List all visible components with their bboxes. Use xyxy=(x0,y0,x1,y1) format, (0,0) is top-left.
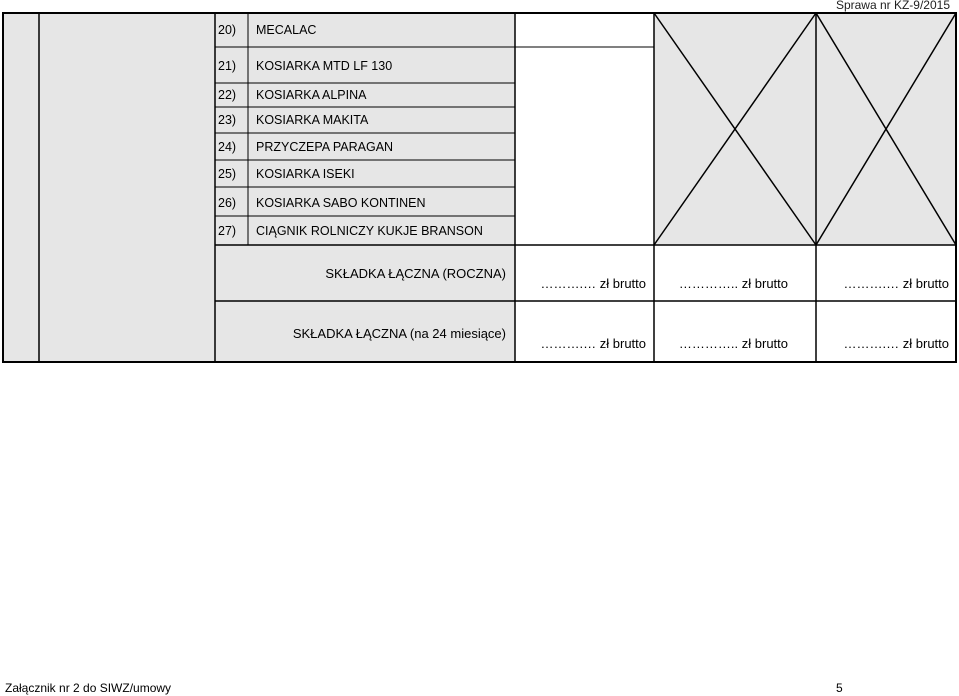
total-24-months-label: SKŁADKA ŁĄCZNA (na 24 miesiące) xyxy=(292,326,506,341)
24-month-price-field: ……….… zł brutto xyxy=(843,336,949,351)
24-month-price-field: ………….. zł brutto xyxy=(678,336,788,351)
page-number: 5 xyxy=(836,681,843,695)
row-item-name: MECALAC xyxy=(256,23,317,37)
row-item-name: KOSIARKA ALPINA xyxy=(256,88,367,102)
price-column-1-blank xyxy=(515,13,654,245)
annual-total-label: SKŁADKA ŁĄCZNA (ROCZNA) xyxy=(325,266,506,281)
row-item-name: KOSIARKA MAKITA xyxy=(256,113,369,127)
row-number: 23) xyxy=(218,113,237,127)
annual-price-field: ……….… zł brutto xyxy=(843,276,949,291)
row-number: 21) xyxy=(218,59,237,73)
annual-price-field: ……….… zł brutto xyxy=(540,276,646,291)
case-reference: Sprawa nr KZ-9/2015 xyxy=(835,0,950,12)
24-month-price-field: ……….… zł brutto xyxy=(540,336,646,351)
row-item-name: KOSIARKA ISEKI xyxy=(256,167,355,181)
attachment-caption: Załącznik nr 2 do SIWZ/umowy xyxy=(5,681,172,695)
row-number: 26) xyxy=(218,196,237,210)
annual-price-field: ………….. zł brutto xyxy=(678,276,788,291)
row-item-name: KOSIARKA MTD LF 130 xyxy=(256,59,393,73)
crossed-columns-fill xyxy=(654,13,956,245)
row-number: 25) xyxy=(218,167,237,181)
row-number: 20) xyxy=(218,23,237,37)
row-item-name: CIĄGNIK ROLNICZY KUKJE BRANSON xyxy=(256,224,483,238)
row-item-name: KOSIARKA SABO KONTINEN xyxy=(256,196,426,210)
row-number: 24) xyxy=(218,140,237,154)
row-number: 22) xyxy=(218,88,237,102)
row-item-name: PRZYCZEPA PARAGAN xyxy=(256,140,394,154)
row-number: 27) xyxy=(218,224,237,238)
